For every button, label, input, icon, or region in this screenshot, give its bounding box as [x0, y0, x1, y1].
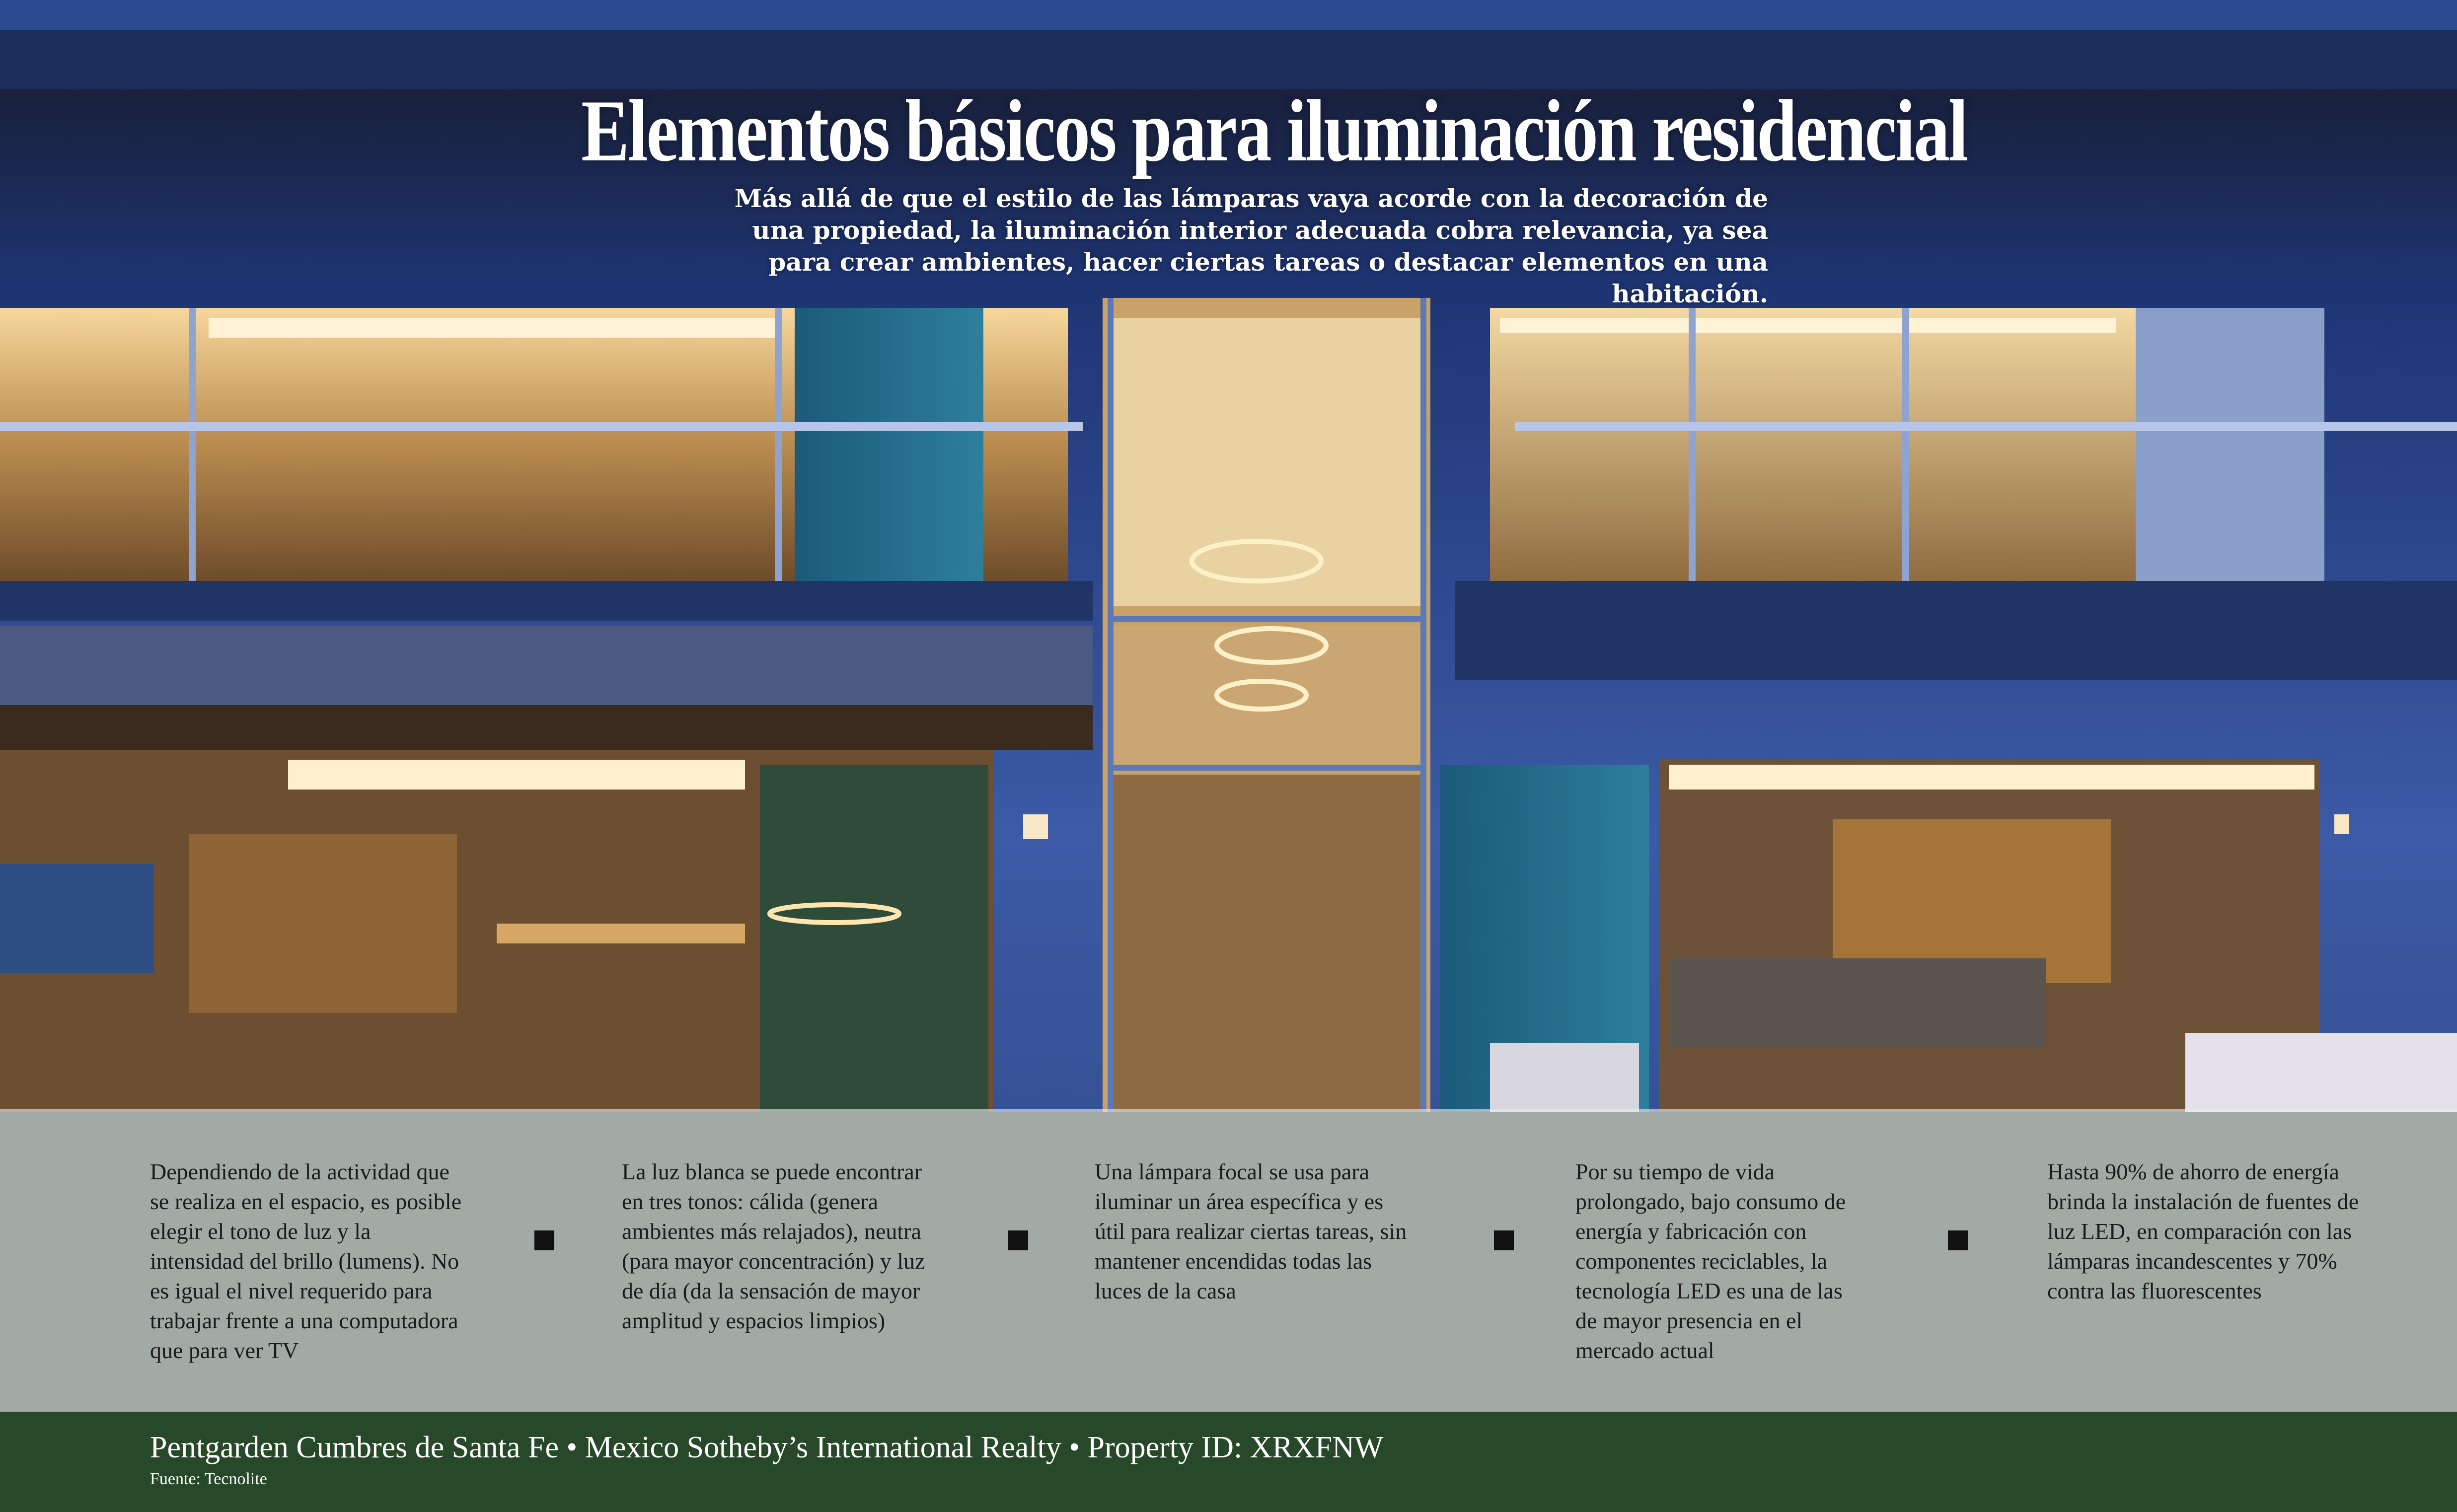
- fact-column-4: Por su tiempo de vida prolongado, bajo consumo de energía y fabricación con componentes reciclables, la tecnología LED es una de las de mayor presencia en el mercado actual: [1575, 1159, 1846, 1363]
- fact-column-5: Hasta 90% de ahorro de energía brinda la instalación de fuentes de luz LED, en comparación con las lámparas incandescentes y 70% contra las fluorescentes: [2047, 1159, 2359, 1303]
- bullet-separator-2: [1008, 1230, 1028, 1250]
- fact-column-2: La luz blanca se puede encontrar en tres tonos: cálida (genera ambientes más relajados), neutra (para mayor concentración) y luz de día (da la sensación de mayor amplitud y espacios limpios): [622, 1159, 925, 1333]
- fact-column-3: Una lámpara focal se usa para iluminar un área específica y es útil para realizar ciertas tareas, sin mantener encendidas todas las luces de la casa: [1095, 1159, 1407, 1303]
- article-subtitle: Más allá de que el estilo de las lámparas vaya acorde con la decoración de una propiedad, la iluminación interior adecuada cobra relevancia, ya sea para crear ambientes, hacer ciertas tareas o destacar elementos en una habitación.: [734, 184, 1768, 308]
- bullet-separator-4: [1948, 1230, 1968, 1250]
- article-title: Elementos básicos para iluminación residencial: [581, 81, 1967, 180]
- source-credit: Fuente: Tecnolite: [150, 1470, 267, 1488]
- fact-column-1: Dependiendo de la actividad que se realiza en el espacio, es posible elegir el tono de luz y la intensidad del brillo (lumens). No es igual el nivel requerido para trabajar frente a una computadora que para ver TV: [150, 1159, 462, 1363]
- bullet-separator-1: [534, 1230, 554, 1250]
- photo-caption: Pentgarden Cumbres de Santa Fe • Mexico Sotheby’s International Realty • Property ID: XRXFNW: [150, 1431, 1384, 1464]
- bullet-separator-3: [1494, 1230, 1514, 1250]
